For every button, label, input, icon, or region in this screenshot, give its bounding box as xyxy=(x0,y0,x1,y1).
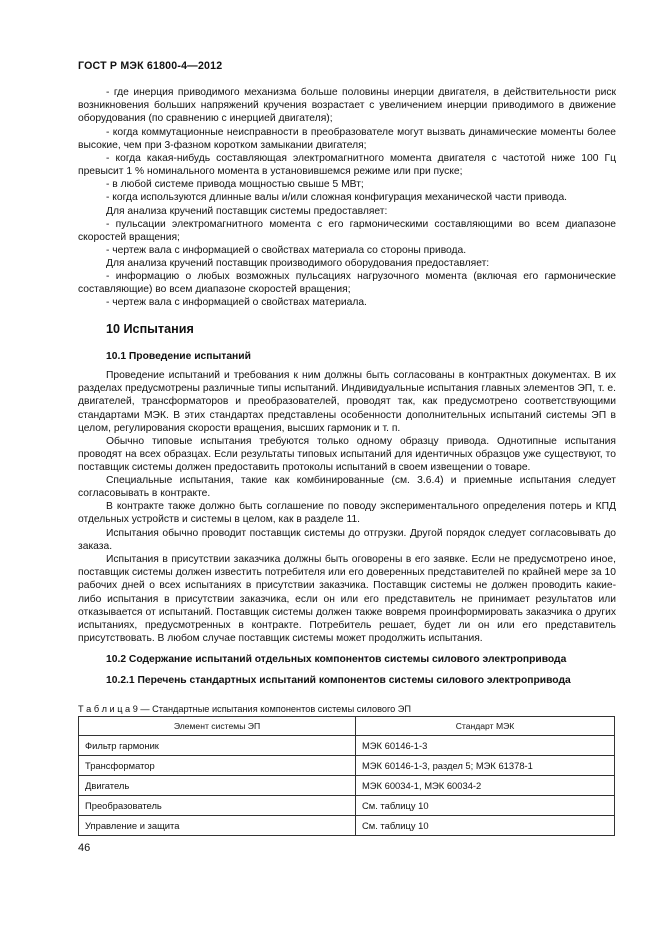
table-cell-standard: МЭК 60034-1, МЭК 60034-2 xyxy=(356,776,615,796)
table-header-element: Элемент системы ЭП xyxy=(79,717,356,736)
paragraph-supplier-provides: Для анализа кручений поставщик системы предоставляет: xyxy=(106,206,388,217)
table-row xyxy=(79,756,615,776)
paragraph-special-tests: Специальные испытания, такие как комбинированные (см. 3.6.4) и приемные испытания следует согласовывать в контракте. xyxy=(78,475,616,500)
paragraph-switching-faults: - когда коммутационные неисправности в преобразователе могут вызвать динамические моменты более высокие, чем при 3-фазном коротком замыкании двигателя; xyxy=(78,127,616,152)
table-cell-element: Трансформатор xyxy=(79,756,356,776)
table-cell-standard: МЭК 60146-1-3, раздел 5; МЭК 61378-1 xyxy=(356,756,615,776)
paragraph-power-5mw: - в любой системе привода мощностью свыше 5 МВт; xyxy=(106,179,364,190)
paragraph-load-pulsations: - информацию о любых возможных пульсациях нагрузочного момента (включая его гармонические составляющие) во всем диапазоне скоростей вращения; xyxy=(78,271,616,296)
table-cell-standard: См. таблицу 10 xyxy=(356,816,615,836)
table-cell-element: Двигатель xyxy=(79,776,356,796)
paragraph-witness-tests: Испытания в присутствии заказчика должны быть оговорены в его заявке. Если не предусмотрено иное, поставщик системы должен известить потребителя или его доверенных представителей по крайней мере за 10 рабочих дней о всех испытаниях в присутствии заказчика. Поставщик системы не должен проводить какие-либо испытания в присутствии заказчика, если он или его представитель не принимает результатов или отказывается от испытаний. Поставщик системы должен также вовремя проинформировать заказчика о других испытаниях, предусмотренных в контракте. Потребитель решает, будет ли он или его представитель присутствовать. В любом случае поставщик системы может продолжить испытания. xyxy=(78,554,616,645)
section-10-2-heading: 10.2 Содержание испытаний отдельных компонентов системы силового электропривода xyxy=(106,654,567,665)
table-cell-standard: См. таблицу 10 xyxy=(356,796,615,816)
paragraph-equipment-supplier: Для анализа кручений поставщик производимого оборудования предоставляет: xyxy=(106,258,490,269)
paragraph-test-requirements: Проведение испытаний и требования к ним должны быть согласованы в контрактных документах. В их разделах предусмотрены различные типы испытаний. Индивидуальные испытания главных элементов ЭП, т. е. двигателей, трансформаторов и преобразователей, проводят так, как предусмотрено соответствующими стандартами МЭК. В этих стандартах представлены особенности дополнительных испытаний системы ЭП в целом, регулирования скорости вращения, высших гармоник и т. п. xyxy=(78,370,616,434)
table-row xyxy=(79,736,615,756)
paragraph-long-shafts: - когда используются длинные валы и/или сложная конфигурация механической части привода. xyxy=(106,192,568,203)
table-row xyxy=(79,776,615,796)
paragraph-losses-efficiency: В контракте также должно быть соглашение по поводу экспериментального определения потерь и КПД отдельных устройств и системы в целом, как в разделе 11. xyxy=(78,501,616,526)
table-row xyxy=(79,796,615,816)
table-cell-element: Управление и защита xyxy=(79,816,356,836)
paragraph-shaft-drawing-drive: - чертеж вала с информацией о свойствах материала со стороны привода. xyxy=(106,245,467,256)
page-number: 46 xyxy=(78,842,91,854)
section-10-1-heading: 10.1 Проведение испытаний xyxy=(106,351,251,362)
paragraph-torque-component: - когда какая-нибудь составляющая электромагнитного момента двигателя с частотой ниже 100 Гц превысит 1 % номинального момента в установившемся режиме или при пуске; xyxy=(78,153,616,178)
section-10-2-1-heading: 10.2.1 Перечень стандартных испытаний компонентов системы силового электропривода xyxy=(106,675,571,686)
table-cell-element: Преобразователь xyxy=(79,796,356,816)
table-cell-standard: МЭК 60146-1-3 xyxy=(356,736,615,756)
paragraph-torque-pulsations: - пульсации электромагнитного момента с его гармоническими составляющими во всем диапазоне скоростей вращения; xyxy=(78,219,616,244)
paragraph-type-tests: Обычно типовые испытания требуются только одному образцу привода. Однотипные испытания проводят на всех образцах. Если результаты типовых испытаний для идентичных образцов уже существуют, то поставщик системы должен предоставить протоколы испытаний в своем извещении о товаре. xyxy=(78,436,616,474)
table-header-standard: Стандарт МЭК xyxy=(356,717,615,736)
paragraph-tests-before-shipment: Испытания обычно проводит поставщик системы до отгрузки. Другой порядок следует согласовывать до заказа. xyxy=(78,528,616,553)
section-10-heading: 10 Испытания xyxy=(106,322,194,336)
table-cell-element: Фильтр гармоник xyxy=(79,736,356,756)
paragraph-shaft-drawing: - чертеж вала с информацией о свойствах материала. xyxy=(106,297,367,308)
table-row xyxy=(79,816,615,836)
table-header-row xyxy=(79,717,615,736)
table-caption: Т а б л и ц а 9 — Стандартные испытания компонентов системы силового ЭП xyxy=(78,704,411,714)
paragraph-inertia: - где инерция приводимого механизма больше половины инерции двигателя, в действительности риск возникновения больших напряжений кручения возрастает с увеличением инерции приводимого в движение оборудования (по сравнению с инерцией двигателя); xyxy=(78,87,616,125)
document-header: ГОСТ Р МЭК 61800-4—2012 xyxy=(78,60,223,72)
standard-tests-table xyxy=(78,716,615,836)
